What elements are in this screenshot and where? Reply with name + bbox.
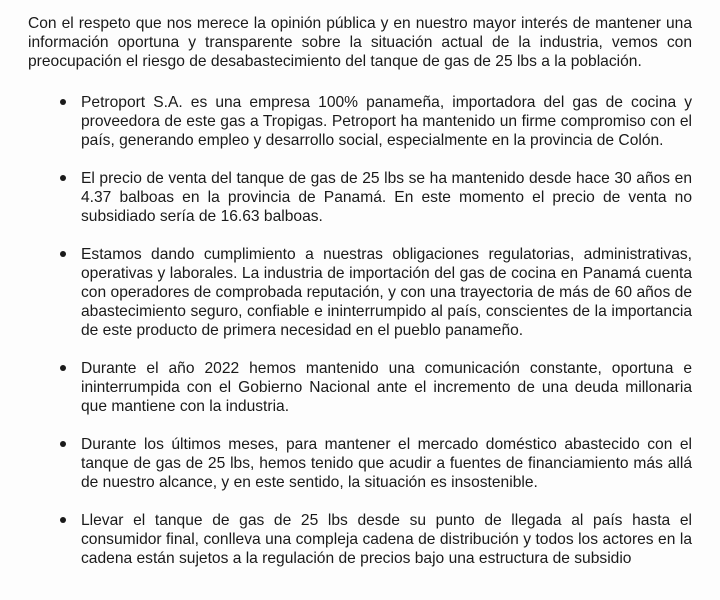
document-page (28, 14, 692, 587)
bullet-dot-icon (60, 99, 66, 105)
bullet-text: El precio de venta del tanque de gas de 25 lbs se ha mantenido desde hace 30 años en 4.37 balboas en la provincia de Panamá. En este momento el precio de venta no subsidiado sería de 16.63 balboas. (81, 170, 692, 225)
bullet-dot-icon (60, 441, 66, 447)
bullet-text: Durante los últimos meses, para mantener el mercado doméstico abastecido con el tanque de gas de 25 lbs, hemos tenido que acudir a fuentes de financiamiento más allá de nuestro alcance, y en este sentido, la situación es insostenible. (81, 436, 692, 491)
bullet-item-distribucion (28, 511, 692, 568)
bullet-item-comunicacion (28, 359, 692, 416)
intro-paragraph: Con el respeto que nos merece la opinión pública y en nuestro mayor interés de mantener una información oportuna y transparente sobre la situación actual de la industria, vemos con preocupación el riesgo de desabastecimiento del tanque de gas de 25 lbs a la población. (28, 15, 692, 70)
bullet-text: Llevar el tanque de gas de 25 lbs desde su punto de llegada al país hasta el consumidor final, conlleva una compleja cadena de distribución y todos los actores en la cadena están sujetos a la regulación de precios bajo una estructura de subsidio (81, 512, 692, 567)
bullet-text: Petroport S.A. es una empresa 100% panameña, importadora del gas de cocina y proveedora de este gas a Tropigas. Petroport ha mantenido un firme compromiso con el país, generando empleo y desarrollo social, especialmente en la provincia de Colón. (81, 94, 692, 149)
bullet-item-financiamiento (28, 435, 692, 492)
bullet-dot-icon (60, 365, 66, 371)
bullet-text: Estamos dando cumplimiento a nuestras obligaciones regulatorias, administrativas, operativas y laborales. La industria de importación del gas de cocina en Panamá cuenta con operadores de comprobada reputación, y con una trayectoria de más de 60 años de abastecimiento seguro, confiable e ininterrumpido al país, conscientes de la importancia de este producto de primera necesidad en el pueblo panameño. (81, 246, 692, 339)
bullet-dot-icon (60, 175, 66, 181)
bullet-text: Durante el año 2022 hemos mantenido una comunicación constante, oportuna e ininterrumpida con el Gobierno Nacional ante el incremento de una deuda millonaria que mantiene con la industria. (81, 360, 692, 415)
bullet-dot-icon (60, 251, 66, 257)
bullet-item-precio (28, 169, 692, 226)
bullet-list (28, 93, 692, 568)
bullet-item-cumplimiento (28, 245, 692, 340)
bullet-item-petroport (28, 93, 692, 150)
bullet-dot-icon (60, 517, 66, 523)
